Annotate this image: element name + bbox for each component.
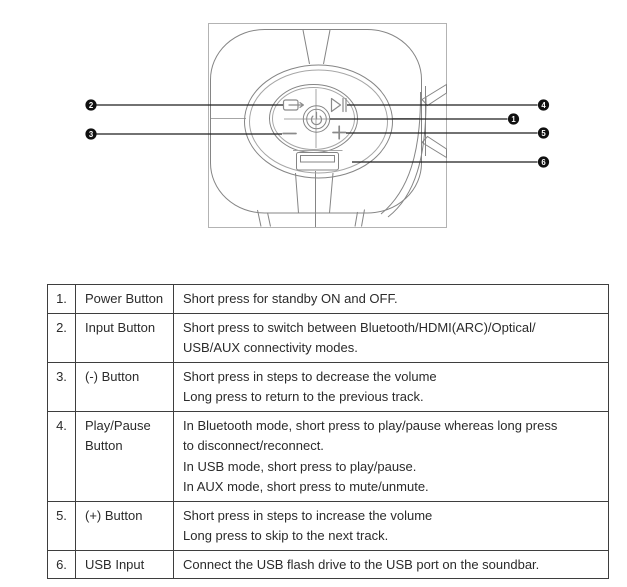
row-description: [174, 285, 609, 314]
callout-badge-5: [538, 127, 549, 138]
mounting-bracket: [381, 83, 447, 217]
plus-icon: [333, 126, 346, 139]
text-line: Short press in steps to increase the volume: [183, 507, 433, 523]
callout-badge-4: [538, 99, 549, 110]
svg-text:1: 1: [511, 114, 516, 124]
table-row: [48, 313, 609, 362]
svg-text:2: 2: [88, 100, 94, 110]
play-pause-icon: [332, 99, 347, 112]
row-number: [48, 550, 76, 579]
control-ring-outer: [245, 65, 393, 178]
svg-text:5: 5: [541, 128, 546, 138]
text-line: (-) Button: [85, 368, 140, 384]
row-number: [48, 285, 76, 314]
text-line: 1.: [56, 291, 67, 306]
callout-badge-6: [538, 156, 549, 167]
callout-badge-1: [508, 113, 519, 124]
svg-text:6: 6: [541, 157, 546, 167]
control-ring-inner: [250, 70, 388, 173]
row-label: [76, 411, 174, 501]
text-line: USB Input: [85, 556, 145, 572]
text-line: to disconnect/reconnect.: [183, 438, 324, 453]
button-description-table: [47, 284, 609, 579]
row-number: [48, 411, 76, 501]
foot-lines: [258, 210, 365, 227]
row-description: [174, 550, 609, 579]
callout-badge-3: [85, 128, 96, 139]
text-line: USB/AUX connectivity modes.: [183, 340, 358, 355]
row-label: [76, 313, 174, 362]
text-line: Short press to switch between Bluetooth/HDMI(ARC)/Optical/: [183, 319, 536, 335]
row-description: [174, 362, 609, 411]
text-line: In Bluetooth mode, short press to play/pause whereas long press: [183, 417, 558, 433]
text-line: Power Button: [85, 291, 164, 306]
text-line: (+) Button: [85, 507, 143, 523]
text-line: Long press to return to the previous track.: [183, 389, 424, 404]
text-line: In AUX mode, short press to mute/unmute.: [183, 479, 429, 494]
callout-badge-2: [85, 99, 96, 110]
text-line: Button: [85, 438, 123, 453]
table-row: [48, 550, 609, 579]
text-line: Long press to skip to the next track.: [183, 528, 389, 543]
table-row: [48, 411, 609, 501]
text-line: Play/Pause: [85, 417, 151, 433]
svg-text:4: 4: [541, 100, 546, 110]
row-number: [48, 313, 76, 362]
text-line: In USB mode, short press to play/pause.: [183, 458, 417, 474]
table-row: [48, 501, 609, 550]
table-row: [48, 285, 609, 314]
text-line: 4.: [56, 417, 67, 433]
text-line: 3.: [56, 368, 67, 384]
row-number: [48, 362, 76, 411]
text-line: 6.: [56, 556, 67, 572]
text-line: 5.: [56, 507, 67, 523]
text-line: Short press in steps to decrease the volume: [183, 368, 437, 384]
usb-port: [293, 151, 343, 171]
row-label: [76, 550, 174, 579]
text-line: Input Button: [85, 319, 156, 335]
table-body: [48, 285, 609, 579]
row-description: [174, 501, 609, 550]
bottom-seam-lines: [296, 171, 334, 227]
row-description: [174, 411, 609, 501]
text-line: 2.: [56, 319, 67, 335]
row-label: [76, 285, 174, 314]
top-seam-lines: [303, 30, 330, 64]
row-number: [48, 501, 76, 550]
text-line: Connect the USB flash drive to the USB port on the soundbar.: [183, 556, 540, 572]
svg-text:3: 3: [88, 129, 94, 139]
table-row: [48, 362, 609, 411]
soundbar-top-diagram: [0, 0, 627, 250]
input-icon: [284, 100, 304, 110]
row-label: [76, 362, 174, 411]
text-line: Short press for standby ON and OFF.: [183, 291, 398, 306]
row-label: [76, 501, 174, 550]
row-description: [174, 313, 609, 362]
